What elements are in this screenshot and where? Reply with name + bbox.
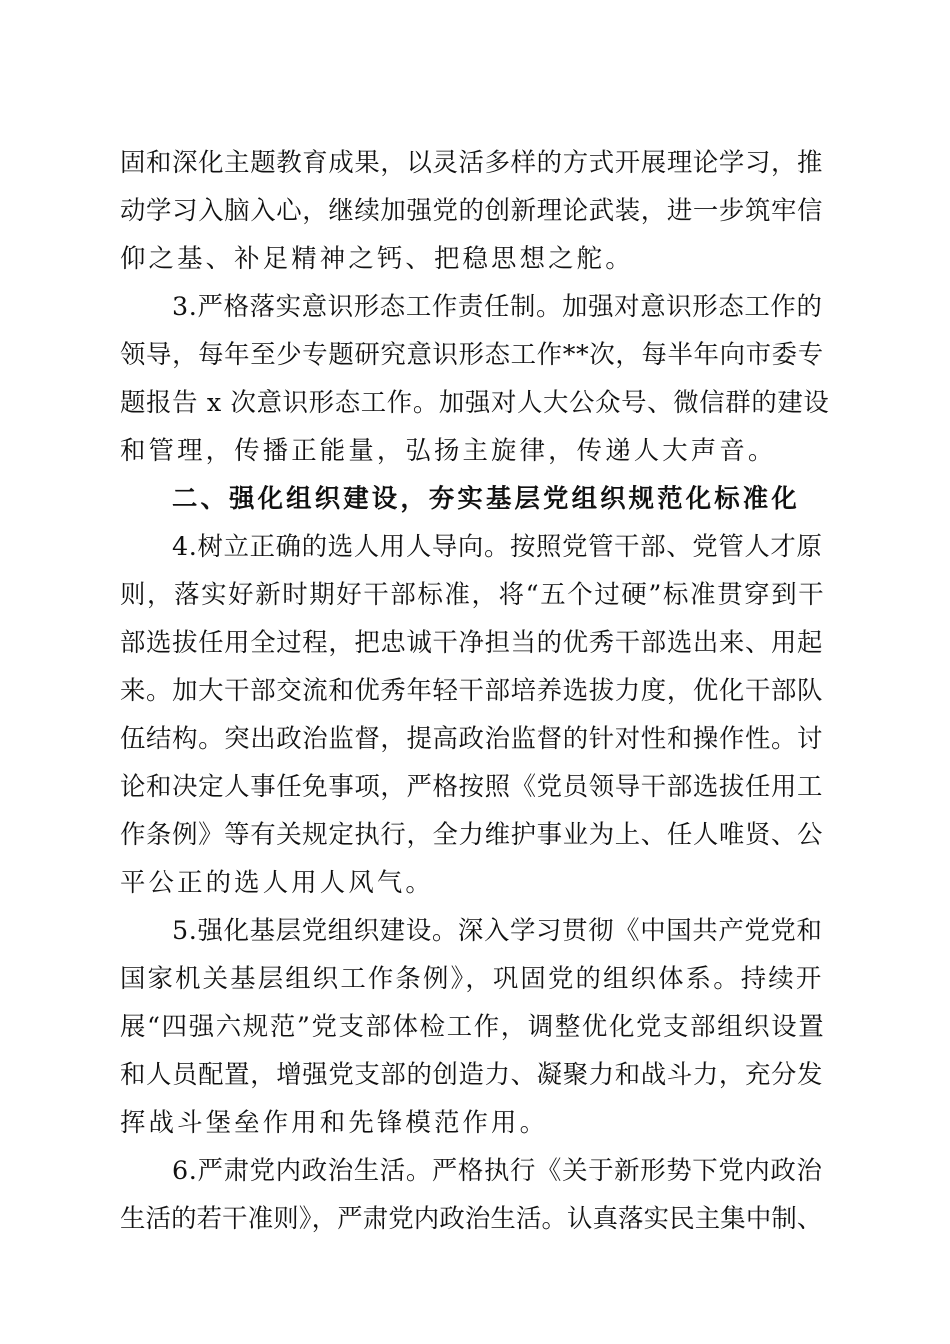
section-heading-2: 二、强化组织建设，夯实基层党组织规范化标准化 — [172, 483, 800, 513]
body-line: 固和深化主题教育成果，以灵活多样的方式开展理论学习，推 — [120, 147, 824, 177]
body-line: 平公正的选人用人风气。 — [120, 867, 434, 897]
body-line: 仰之基、补足精神之钙、把稳思想之舵。 — [120, 243, 634, 273]
body-line: 挥战斗堡垒作用和先锋模范作用。 — [120, 1107, 549, 1137]
body-line: 题报告 x 次意识形态工作。加强对人大公众号、微信群的建设 — [120, 387, 830, 417]
body-line: 动学习入脑入心，继续加强党的创新理论武装，进一步筑牢信 — [120, 195, 824, 225]
body-line: 展“四强六规范”党支部体检工作，调整优化党支部组织设置 — [120, 1011, 826, 1041]
paragraph-5-first-line: 5.强化基层党组织建设。深入学习贯彻《中国共产党党和 — [172, 915, 823, 945]
body-line: 领导，每年至少专题研究意识形态工作**次，每半年向市委专 — [120, 339, 824, 369]
body-line: 部选拔任用全过程，把忠诚干净担当的优秀干部选出来、用起 — [120, 627, 824, 657]
paragraph-6-first-line: 6.严肃党内政治生活。严格执行《关于新形势下党内政治 — [172, 1155, 823, 1185]
body-line: 和管理，传播正能量，弘扬主旋律，传递人大声音。 — [120, 435, 777, 465]
body-line: 则，落实好新时期好干部标准，将“五个过硬”标准贯穿到干 — [120, 579, 826, 609]
paragraph-3-first-line: 3.严格落实意识形态工作责任制。加强对意识形态工作的 — [172, 291, 823, 321]
body-line: 论和决定人事任免事项，严格按照《党员领导干部选拔任用工 — [120, 771, 824, 801]
body-line: 国家机关基层组织工作条例》，巩固党的组织体系。持续开 — [120, 963, 824, 993]
paragraph-4-first-line: 4.树立正确的选人用人导向。按照党管干部、党管人才原 — [172, 531, 823, 561]
body-line: 来。加大干部交流和优秀年轻干部培养选拔力度，优化干部队 — [120, 675, 824, 705]
body-line: 和人员配置，增强党支部的创造力、凝聚力和战斗力，充分发 — [120, 1059, 824, 1089]
body-line: 伍结构。突出政治监督，提高政治监督的针对性和操作性。讨 — [120, 723, 824, 753]
body-line: 作条例》等有关规定执行，全力维护事业为上、任人唯贤、公 — [120, 819, 824, 849]
body-line: 生活的若干准则》，严肃党内政治生活。认真落实民主集中制、 — [120, 1203, 823, 1233]
